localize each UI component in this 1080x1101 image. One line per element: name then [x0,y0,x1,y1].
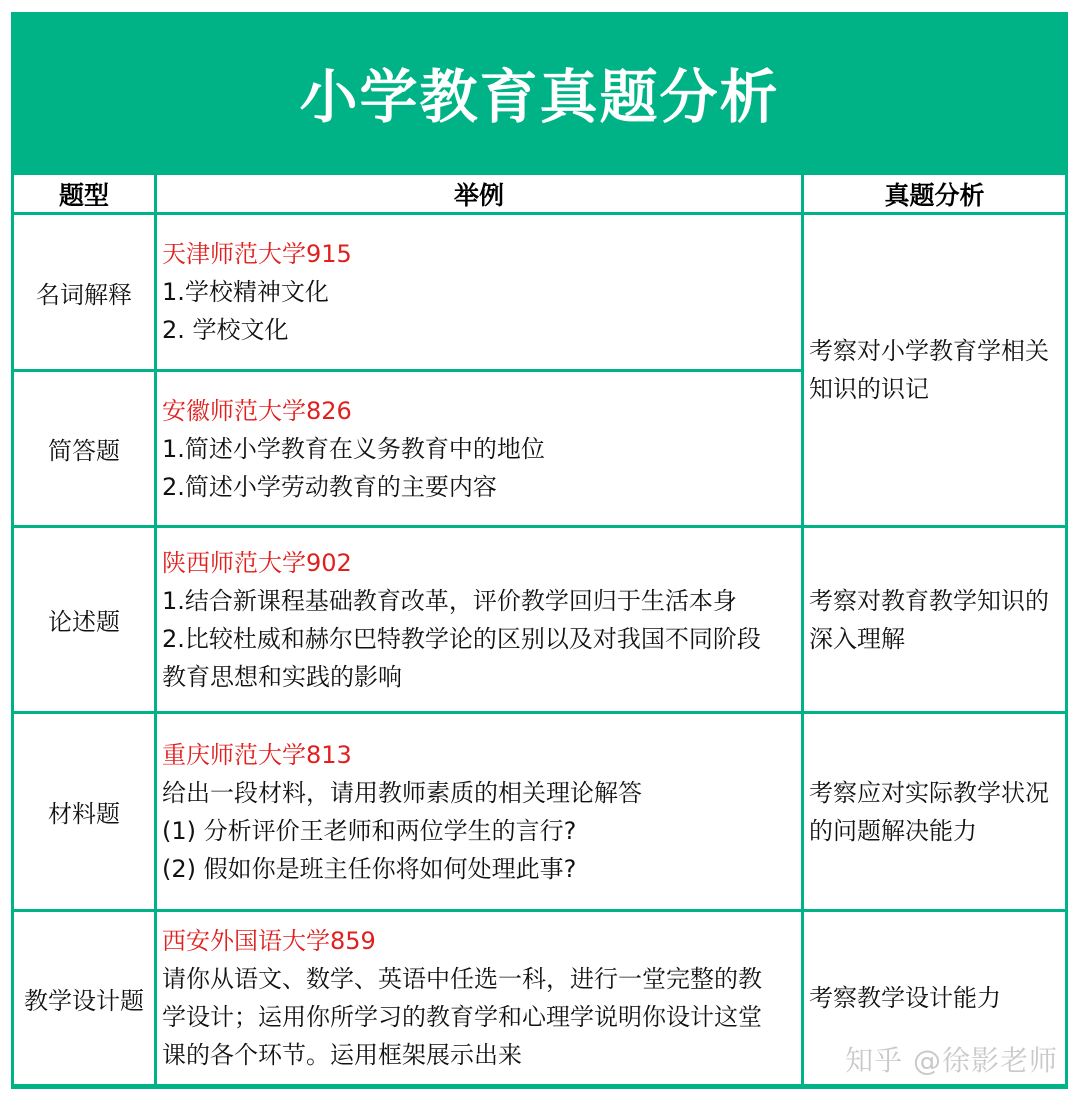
school-label: 安徽师范大学826 [162,396,352,425]
row-type: 材料题 [14,714,154,909]
row-type: 简答题 [14,372,154,525]
analysis-line: 知识的识记 [809,375,929,403]
example-line: 给出一段材料，请用教师素质的相关理论解答 [162,778,642,807]
example-line: (2) 假如你是班主任你将如何处理此事? [162,854,577,883]
header-analysis: 真题分析 [804,175,1065,212]
school-label: 重庆师范大学813 [162,740,352,769]
analysis-line: 考察教学设计能力 [809,984,1001,1012]
row-example [157,215,801,369]
example-line: 课的各个环节。运用框架展示出来 [162,1041,522,1069]
title-banner [11,12,1068,172]
watermark-text: 知乎 @徐影老师 [845,1044,1058,1077]
example-line: 请你从语文、数学、英语中任选一科，进行一堂完整的教 [162,965,762,993]
analysis-line: 深入理解 [809,624,905,653]
analysis-grid [14,175,1065,1086]
row-example [157,714,801,909]
analysis-cell [804,714,1065,909]
example-line: 2. 学校文化 [162,316,289,344]
analysis-line: 的问题解决能力 [809,816,977,845]
analysis-cell [804,528,1065,711]
row-type: 名词解释 [14,215,154,369]
analysis-line: 考察应对实际教学状况 [809,778,1049,807]
example-line: 2.简述小学劳动教育的主要内容 [162,472,497,501]
example-line: 教育思想和实践的影响 [162,662,402,691]
header-example: 举例 [157,175,801,212]
example-line: 1.结合新课程基础教育改革，评价教学回归于生活本身 [162,586,737,615]
row-example [157,528,801,711]
example-line: (1) 分析评价王老师和两位学生的言行? [162,816,577,845]
example-line: 学设计；运用你所学习的教育学和心理学说明你设计这堂 [162,1003,762,1031]
row-example [157,912,801,1084]
row-type: 教学设计题 [14,912,154,1084]
school-label: 陕西师范大学902 [162,548,352,577]
analysis-line: 考察对教育教学知识的 [809,586,1049,615]
example-line: 1.简述小学教育在义务教育中的地位 [162,434,545,463]
page-title: 小学教育真题分析 [299,63,780,131]
header-type: 题型 [14,175,154,212]
school-label: 天津师范大学915 [162,240,352,268]
example-line: 2.比较杜威和赫尔巴特教学论的区别以及对我国不同阶段 [162,624,761,653]
row-type: 论述题 [14,528,154,711]
analysis-line: 考察对小学教育学相关 [809,337,1049,365]
exam-analysis-table [11,12,1068,1089]
analysis-cell [804,215,1065,525]
example-line: 1.学校精神文化 [162,278,329,306]
row-example [157,372,801,525]
school-label: 西安外国语大学859 [162,927,376,955]
